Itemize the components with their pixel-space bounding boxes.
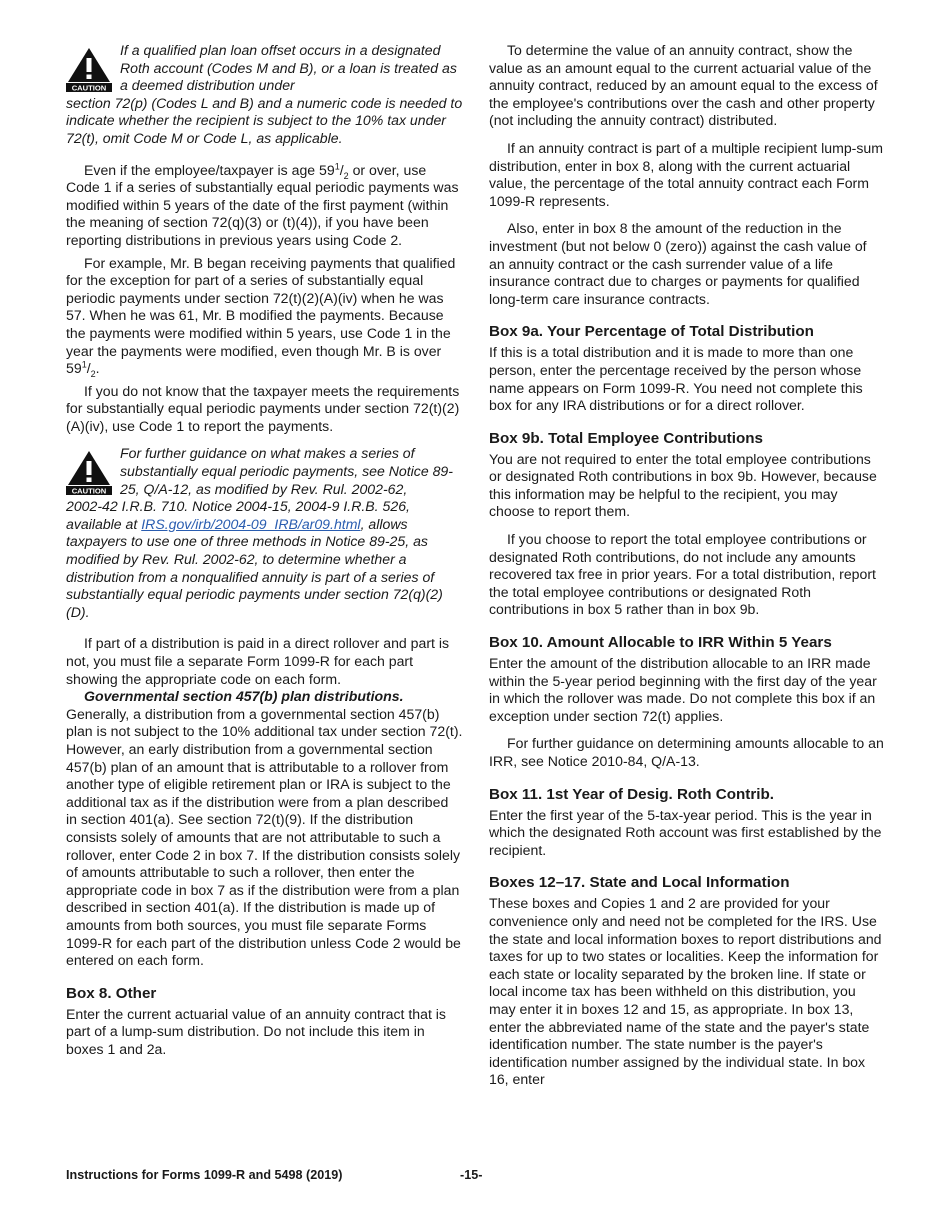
heading-box-9a: Box 9a. Your Percentage of Total Distribution — [489, 323, 814, 341]
paragraph-box-9a: If this is a total distribution and it is made to more than one person, enter the percentage received by the person whose name appears on Form 1099-R. You need not complete this box for any IRA distributions or for a direct rollover. — [489, 344, 863, 414]
paragraph-direct-rollover: If part of a distribution is paid in a direct rollover and part is not, you must file a separate Form 1099-R for each part showing the appropriate code on each form. — [66, 635, 450, 687]
page-number: -15- — [460, 1168, 483, 1182]
caution-badge-label: CAUTION — [71, 83, 107, 92]
paragraph-investment-reduction: Also, enter in box 8 the amount of the reduction in the investment (but not below 0 (zero)) against the cash value of an annuity contract or the cash surrender value of a life insurance contract due to charges or payments for qualified long-term care insurance contracts. — [489, 220, 867, 307]
heading-boxes-12-17: Boxes 12–17. State and Local Information — [489, 874, 790, 892]
heading-box-10: Box 10. Amount Allocable to IRR Within 5 Years — [489, 634, 832, 652]
paragraph-box-9b: You are not required to enter the total employee contributions or designated Roth contributions in box 9b. However, because this information may be helpful to the recipient, you may choose to report them. — [489, 450, 877, 520]
caution-notice-roth-loan — [66, 42, 463, 95]
heading-box-8: Box 8. Other — [66, 984, 157, 1002]
caution-icon — [66, 46, 112, 92]
heading-box-11: Box 11. 1st Year of Desig. Roth Contrib. — [489, 785, 774, 803]
paragraph-box-11: Enter the first year of the 5-tax-year period. This is the year in which the designated Roth account was first established by the recipient. — [489, 806, 882, 858]
caution-notice-periodic-payments — [66, 445, 463, 498]
paragraph-box-8: Enter the current actuarial value of an annuity contract that is part of a lump-sum distribution. Do not include this item in boxes 1 and 2a. — [66, 1005, 446, 1057]
run-in-heading: Governmental section 457(b) plan distributions. — [84, 688, 404, 705]
paragraph-unknown-payments: If you do not know that the taxpayer meets the requirements for substantially equal periodic payments under section 72(t)(2)(A)(iv), use Code 1 to report the payments. — [66, 382, 460, 434]
paragraph-box-10: Enter the amount of the distribution allocable to an IRR made within the 5-year period beginning with the first day of the year in which the rollover was made. Do not complete this box if an exception under section 72(t) applies. — [489, 655, 877, 724]
paragraph-box-10-guidance: For further guidance on determining amounts allocable to an IRR, see Notice 2010-84, Q/A-13. — [489, 735, 884, 769]
heading-box-9b: Box 9b. Total Employee Contributions — [489, 429, 763, 447]
paragraph-multiple-recipient: If an annuity contract is part of a multiple recipient lump-sum distribution, enter in box 8, along with the current actuarial value, the percentage of the total annuity contract each Form 1099-R represents. — [489, 139, 884, 209]
paragraph-age-59-half: Even if the employee/taxpayer is age $59^1/_2$ or over, use Code 1 if a series of substantially equal periodic payments was modified within 5 years of the date of the first payment (within the meaning of section 72(q)(3) or (t)(4)), if you have been reporting distributions in previous years using Code 2. — [66, 160, 459, 248]
irs-bulletin-link[interactable]: IRS.gov/irb/2004-09_IRB/ar09.html — [141, 515, 361, 532]
caution-text: If a qualified plan loan offset occurs in a designated Roth account (Codes M and B), or a loan is treated as a deemed distribution under — [120, 42, 457, 94]
caution-icon — [66, 449, 112, 495]
right-column — [489, 42, 885, 1089]
paragraph-annuity-value: To determine the value of an annuity contract, show the value as an amount equal to the current actuarial value of the annuity contract, reduced by an amount equal to the excess of the employee's contributions over the cash and other property (not including the annuity contract) distributed. — [489, 42, 878, 129]
caution-badge-label: CAUTION — [71, 486, 107, 496]
paragraph-example-mr-b: For example, Mr. B began receiving payments that qualified for the exception for part of a series of substantially equal periodic payments under section 72(t)(2)(A)(iv) when he was 57. When he was 61, Mr. B modified the payments. Because the payments were modified within 5 years, use Code 1 in the year the payments were modified, even though Mr. B is over $59^1/_2$. — [66, 254, 456, 379]
caution-text: For further guidance on what makes a series of substantially equal periodic payments, see Notice 89-25, Q/A-12, as modified by Rev. Rul. 2002-62, — [120, 445, 453, 497]
caution-text-continued: 2002-42 I.R.B. 710. Notice 2004-15, 2004-9 I.R.B. 526, available at IRS.gov/irb/2004-09_IRB/ar09.html, allows taxpayers to use one of three methods in Notice 89-25, as modified by Rev. Rul. 2002-62, to determine whether a distribution from a nonqualified annuity is part of a series of substantially equal periodic payments under section 72(q)(2)(D). — [66, 498, 443, 620]
paragraph-boxes-12-17: These boxes and Copies 1 and 2 are provided for your convenience only and need not be completed for the IRS. Use the state and local information boxes to report distributions and taxes for up to two states or localities. Keep the information for each state or locality separated by the broken line. If state or local income tax has been withheld on this distribution, you may enter it in boxes 12 and 15, as appropriate. In box 13, enter the abbreviated name of the state and the payer's state identification number. The state number is the payer's identification number assigned by the individual state. In box 16, enter — [489, 895, 882, 1088]
paragraph-governmental-457b: Governmental section 457(b) plan distributions. Generally, a distribution from a governmental section 457(b) plan is not subject to the 10% additional tax under section 72(t). However, an early distribution from a governmental section 457(b) plan of an amount that is attributable to a rollover from another type of eligible retirement plan or IRA is subject to the additional tax as if the distribution were from a plan described in section 401(a). See section 72(t)(9). If the distribution consists solely of amounts that are not attributable to such a rollover, enter Code 2 in box 7. If the distribution consists solely of amounts attributable to such a rollover, then enter the appropriate code in box 7 as if the distribution were from a plan described in section 401(a). If the distribution is made up of amounts from both sources, you must file separate Forms 1099-R for each part of the distribution unless Code 2 would be entered on each form. — [66, 688, 463, 969]
footer-document-title: Instructions for Forms 1099-R and 5498 (2019) — [66, 1168, 343, 1182]
caution-text-continued: section 72(p) (Codes L and B) and a numeric code is needed to indicate whether the recipient is subject to the 10% tax under 72(t), omit Code M or Code L, as applicable. — [66, 94, 463, 146]
left-column — [66, 42, 463, 1058]
paragraph-box-9b-reporting: If you choose to report the total employee contributions or designated Roth contributions, do not include any amounts recovered tax free in prior years. For a total distribution, report the total employee contributions or designated Roth contributions in box 5 rather than in box 9b. — [489, 531, 876, 618]
